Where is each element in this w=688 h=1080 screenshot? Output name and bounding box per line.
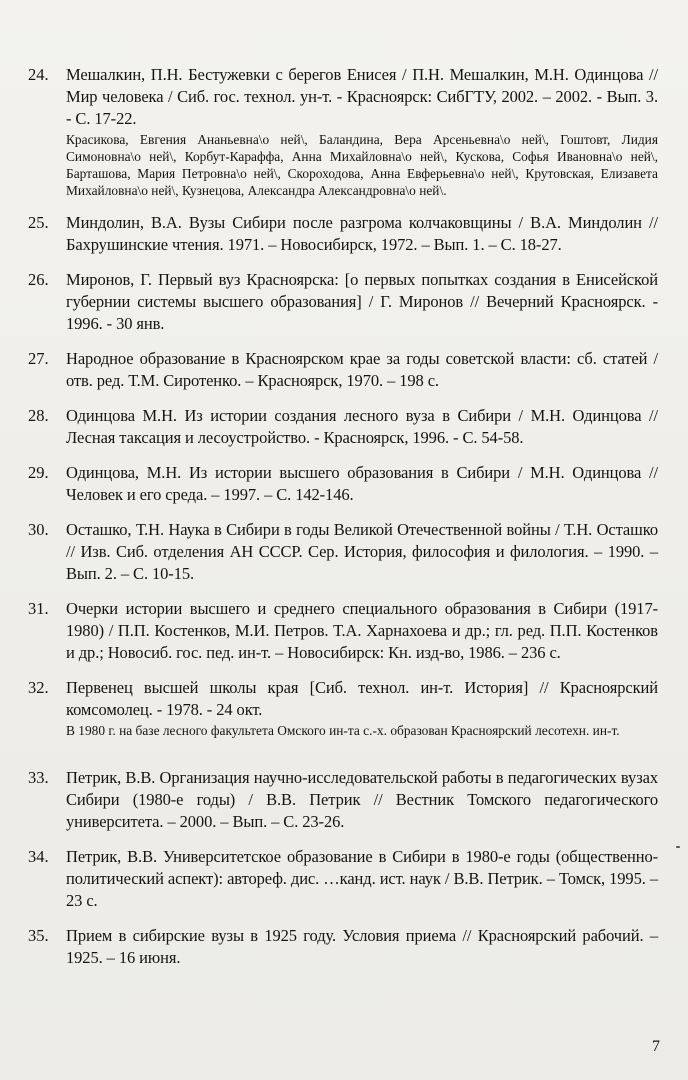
page-number: 7: [652, 1038, 660, 1055]
scan-speck: [676, 846, 680, 848]
bibliography-entry-28: [28, 405, 658, 449]
entry-number: 28.: [28, 406, 49, 425]
entry-number: 31.: [28, 599, 49, 618]
bibliography-entry-29: [28, 462, 658, 506]
entry-text: Осташко, Т.Н. Наука в Сибири в годы Великой Отечественной войны / Т.Н. Осташко // Изв. Сиб. отделения АН СССР. Сер. История, философия и филология. – 1990. – Вып. 2. – С. 10-15.: [66, 520, 658, 583]
entry-number: 29.: [28, 463, 49, 482]
bibliography-entry-24: [28, 64, 658, 199]
entry-number: 35.: [28, 926, 49, 945]
bibliography-list: [28, 64, 658, 969]
entry-text: Очерки истории высшего и среднего специального образования в Сибири (1917-1980) / П.П. Костенков, М.И. Петров. Т.А. Харнахоева и др.; гл. ред. П.П. Костенков и др.; Новосиб. гос. пед. ин-т. – Новосибирск: Кн. изд-во, 1986. – 236 с.: [66, 599, 658, 662]
entry-text: Миронов, Г. Первый вуз Красноярска: [о первых попытках создания в Енисейской губернии системы высшего образования] / Г. Миронов // Вечерний Красноярск. - 1996. - 30 янв.: [66, 270, 658, 333]
entry-text: Одинцова М.Н. Из истории создания лесного вуза в Сибири / М.Н. Одинцова // Лесная таксация и лесоустройство. - Красноярск, 1996. - С. 54-58.: [66, 406, 658, 447]
entry-number: 26.: [28, 270, 49, 289]
entry-number: 24.: [28, 65, 49, 84]
entry-text: Петрик, В.В. Организация научно-исследовательской работы в педагогических вузах Сибири (1980-е годы) / В.В. Петрик // Вестник Томского педагогического университета. – 2000. – Вып. – С. 23-26.: [66, 768, 658, 831]
entry-number: 33.: [28, 768, 49, 787]
entry-number: 32.: [28, 678, 49, 697]
bibliography-entry-31: [28, 598, 658, 664]
entry-text: Одинцова, М.Н. Из истории высшего образования в Сибири / М.Н. Одинцова // Человек и его среда. – 1997. – С. 142-146.: [66, 463, 658, 504]
bibliography-entry-33: [28, 767, 658, 833]
entry-annotation: Красикова, Евгения Ананьевна\о ней\, Баландина, Вера Арсеньевна\о ней\, Гоштовт, Лидия Симоновна\о ней\, Корбут-Караффа, Анна Михайловна\о ней\, Кускова, Софья Ивановна\о ней\, Барташова, Мария Петровна\о ней\, Скороходова, Анна Евферьевна\о ней\, Крутовская, Елизавета Михайловна\о ней\, Кузнецова, Александра Александровна\о ней\.: [66, 132, 658, 198]
entry-text: Миндолин, В.А. Вузы Сибири после разгрома колчаковщины / В.А. Миндолин // Бахрушинские чтения. 1971. – Новосибирск, 1972. – Вып. 1. – С. 18-27.: [66, 213, 658, 254]
entry-number: 25.: [28, 213, 49, 232]
entry-text: Народное образование в Красноярском крае за годы советской власти: сб. статей / отв. ред. Т.М. Сиротенко. – Красноярск, 1970. – 198 с.: [66, 349, 658, 390]
bibliography-entry-35: [28, 925, 658, 969]
entry-text: Прием в сибирские вузы в 1925 году. Условия приема // Красноярский рабочий. – 1925. – 16 июня.: [66, 926, 658, 967]
bibliography-entry-26: [28, 269, 658, 335]
bibliography-entry-30: [28, 519, 658, 585]
entry-number: 34.: [28, 847, 49, 866]
bibliography-entry-27: [28, 348, 658, 392]
bibliography-entry-34: [28, 846, 658, 912]
entry-number: 30.: [28, 520, 49, 539]
entry-annotation: В 1980 г. на базе лесного факультета Омского ин-та с.-х. образован Красноярский лесотехн. ин-т.: [66, 723, 620, 738]
bibliography-entry-25: [28, 212, 658, 256]
entry-number: 27.: [28, 349, 49, 368]
entry-text: Мешалкин, П.Н. Бестужевки с берегов Енисея / П.Н. Мешалкин, М.Н. Одинцова // Мир человека / Сиб. гос. технол. ун-т. - Красноярск: СибГТУ, 2002. – 2002. - Вып. 3. - С. 17-22.: [66, 65, 658, 128]
entry-text: Первенец высшей школы края [Сиб. технол. ин-т. История] // Красноярский комсомолец. - 1978. - 24 окт.: [66, 678, 658, 719]
entry-text: Петрик, В.В. Университетское образование в Сибири в 1980-е годы (общественно-политический аспект): автореф. дис. …канд. ист. наук / В.В. Петрик. – Томск, 1995. – 23 с.: [66, 847, 658, 910]
bibliography-entry-32: [28, 677, 658, 739]
